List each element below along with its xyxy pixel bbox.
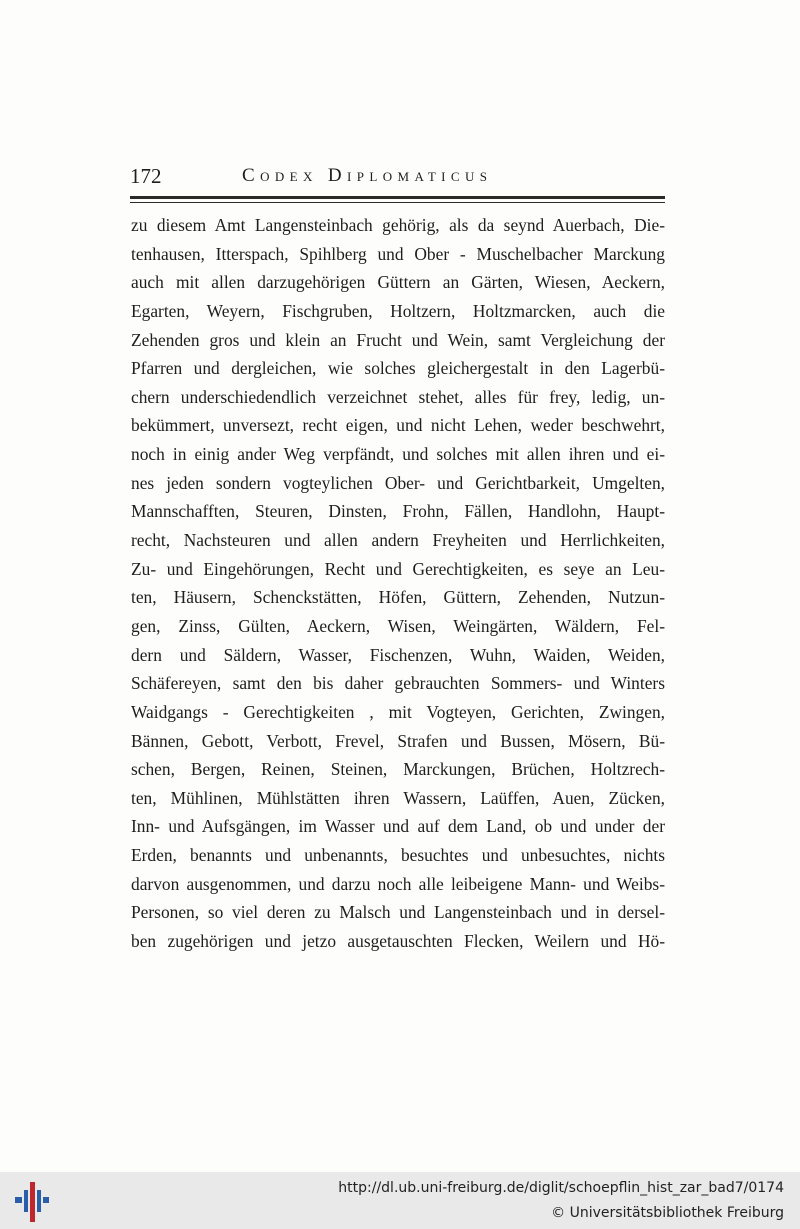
text-line: recht, Nachsteuren und allen andern Freyheiten und Herrlichkeiten, [131,530,665,551]
header-rule-thin [130,202,665,203]
text-line: darvon ausgenommen, und darzu noch alle leibeigene Mann- und Weibs- [131,873,665,894]
text-line: Erden, benannts und unbenannts, besuchtes und unbesuchtes, nichts [131,845,665,866]
text-line: zu diesem Amt Langensteinbach gehörig, als da seynd Auerbach, Die- [131,215,665,235]
text-line: Pfarren und dergleichen, wie solches gleichergestalt in den Lagerbü- [131,358,665,379]
text-line: ben zugehörigen und jetzo ausgetauschten Flecken, Weilern und Hö- [131,931,665,952]
header-rule-thick [130,196,665,199]
logo-bar [15,1197,22,1203]
permalink-url[interactable]: http://dl.ub.uni-freiburg.de/diglit/schoepflin_hist_zar_bad7/0174 [338,1180,784,1196]
text-line: tenhausen, Itterspach, Spihlberg und Ober - Muschelbacher Marckung [131,243,665,264]
running-head: Codex Diplomaticus [242,165,493,186]
text-line: Inn- und Aufsgängen, im Wasser und auf dem Land, ob und under der [131,816,665,837]
text-line: schen, Bergen, Reinen, Steinen, Marckungen, Brüchen, Holtzrech- [131,759,665,780]
text-line: Zu- und Eingehörungen, Recht und Gerechtigkeiten, es seye an Leu- [131,558,665,579]
text-line: Personen, so viel deren zu Malsch und Langensteinbach und in dersel- [131,902,665,923]
text-line: noch in einig ander Weg verpfändt, und solches mit allen ihren und ei- [131,444,665,465]
library-logo-icon [14,1178,50,1224]
text-line: bekümmert, unversezt, recht eigen, und nicht Lehen, weder beschwehrt, [131,415,665,436]
footer-bar [0,1172,800,1229]
logo-bar [24,1190,28,1212]
text-line: Schäfereyen, samt den bis daher gebrauchten Sommers- und Winters [131,673,665,694]
logo-bar [37,1190,41,1212]
text-line: chern underschiedendlich verzeichnet stehet, alles für frey, ledig, un- [131,386,665,407]
body-text [131,211,665,956]
text-line: gen, Zinss, Gülten, Aeckern, Wisen, Weingärten, Wäldern, Fel- [131,615,665,636]
text-line: dern und Säldern, Wasser, Fischenzen, Wuhn, Waiden, Weiden, [131,644,665,665]
logo-bar [43,1197,49,1203]
copyright-notice: © Universitätsbibliothek Freiburg [551,1205,784,1221]
text-line: Mannschafften, Steuren, Dinsten, Frohn, Fällen, Handlohn, Haupt- [131,501,665,522]
text-line: Zehenden gros und klein an Frucht und Wein, samt Vergleichung der [131,329,665,350]
page-number: 172 [130,164,162,188]
text-line: Bännen, Gebott, Verbott, Frevel, Strafen und Bussen, Mösern, Bü- [131,730,665,751]
text-line: ten, Häusern, Schenckstätten, Höfen, Güttern, Zehenden, Nutzun- [131,587,665,608]
text-line: nes jeden sondern vogteylichen Ober- und Gerichtbarkeit, Umgelten, [131,472,665,493]
logo-bar [30,1182,35,1222]
text-line: auch mit allen darzugehörigen Güttern an Gärten, Wiesen, Aeckern, [131,272,665,293]
text-line: ten, Mühlinen, Mühlstätten ihren Wassern, Laüffen, Auen, Zücken, [131,787,665,808]
text-line: Waidgangs - Gerechtigkeiten , mit Vogteyen, Gerichten, Zwingen, [131,701,665,722]
text-line: Egarten, Weyern, Fischgruben, Holtzern, Holtzmarcken, auch die [131,300,665,321]
